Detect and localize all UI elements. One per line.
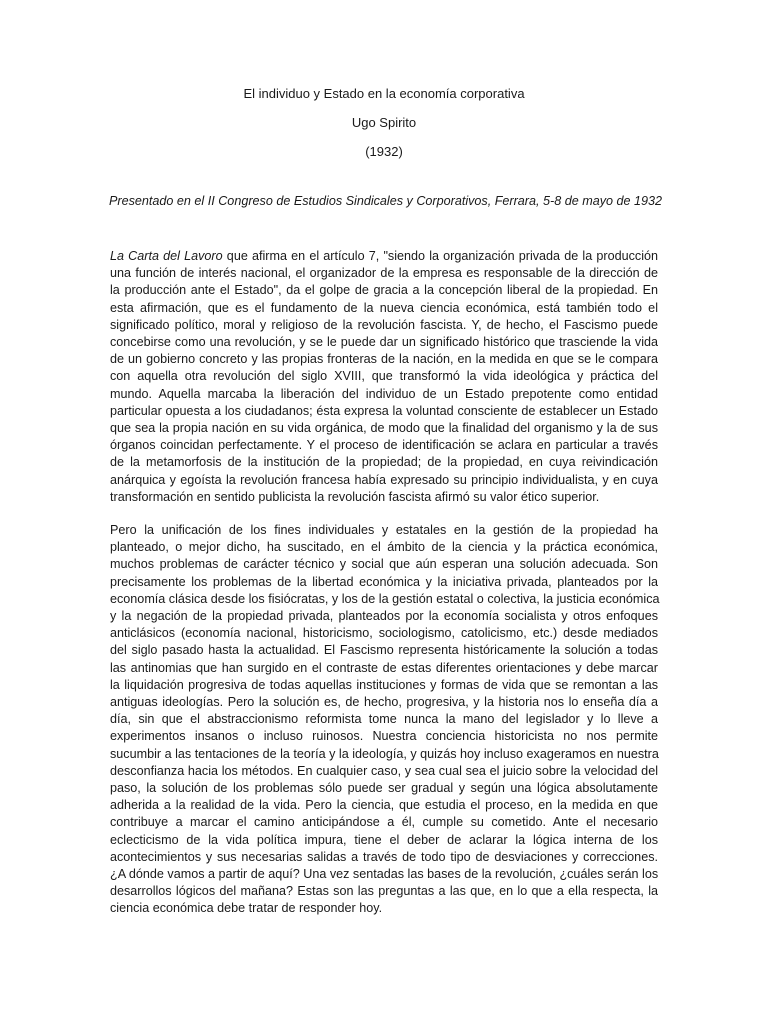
paragraph-2-line: desconfianza hacia los métodos. En cualquier caso, y sea cual sea el juicio sobre la velocidad del bbox=[110, 763, 658, 778]
paragraph-1-line: mundo. Aquella marcaba la liberación del individuo de un Estado prepotente como entidad bbox=[110, 386, 658, 401]
paragraph-1-line: de un gobierno concreto y las propias fronteras de la nación, en la medida en que se le compara bbox=[110, 352, 658, 367]
paragraph-1-line: particular opuesta a los ciudadanos; ésta expresa la voluntad consciente de establecer un Estado bbox=[110, 403, 658, 418]
document-year: (1932) bbox=[365, 144, 403, 159]
paragraph-2 bbox=[110, 522, 658, 918]
carta-del-lavoro-emphasis: La Carta del Lavoro bbox=[110, 249, 223, 263]
paragraph-2-line: sucumbir a las tentaciones de la teoría y la ideología, y quizás hoy incluso exageramos en nuestra bbox=[110, 746, 659, 761]
paragraph-2-line: acontecimientos y sus necesarias salidas a través de todo tipo de desviaciones y correcciones. bbox=[110, 849, 658, 864]
paragraph-1-line-text: que afirma en el artículo 7, "siendo la organización privada de la producción bbox=[222, 249, 658, 263]
paragraph-2-line: Pero la unificación de los fines individuales y estatales en la gestión de la propiedad ha bbox=[110, 523, 658, 537]
paragraph-1-line: transformación en sentido publicista la revolución fascista afirmó su valor ético superior. bbox=[110, 489, 600, 504]
paragraph-1-line: una función de interés nacional, el organizador de la empresa es responsable de la dirección de bbox=[110, 266, 658, 281]
paragraph-2-line: muchos problemas de carácter técnico y social que aún esperan una solución adecuada. Son bbox=[110, 557, 658, 572]
paragraph-2-line: experimentos insanos o incluso ruinosos. Nuestra conciencia historicista no nos permite bbox=[110, 729, 658, 744]
paragraph-2-line: paso, la solución de los problemas sólo puede ser gradual y según una lógica absolutamente bbox=[110, 781, 658, 796]
paragraph-1-line: anárquica y egoísta la revolución francesa había expresado su principio individualista, y en cuya bbox=[110, 472, 658, 487]
paragraph-1-line: esta afirmación, que es el fundamento de la nueva ciencia económica, está también todo el bbox=[110, 300, 658, 315]
document-subtitle: Presentado en el II Congreso de Estudios Sindicales y Corporativos, Ferrara, 5-8 de mayo de 1932 bbox=[109, 194, 663, 208]
paragraph-1-line: que sea la propia nación en su vida orgánica, de modo que la finalidad del organismo y la de sus bbox=[110, 421, 658, 436]
paragraph-2-line: las antinomias que han surgido en el contraste de estas diferentes orientaciones y debe marcar bbox=[110, 660, 658, 675]
paragraph-1-line: la producción ante el Estado", da el golpe de gracia a la concepción liberal de la propiedad. En bbox=[110, 283, 658, 298]
paragraph-1-line: de la metamorfosis de la institución de la propiedad; de la propiedad, en cuya reivindicación bbox=[110, 455, 658, 470]
paragraph-2-line: ciencia económica debe tratar de responder hoy. bbox=[110, 901, 383, 916]
paragraph-2-line: ¿A dónde vamos a partir de aquí? Una vez sentadas las bases de la revolución, ¿cuáles serán los bbox=[110, 867, 659, 882]
paragraph-2-line: desarrollos lógicos del mañana? Estas son las preguntas a las que, en lo que a ella respecta, la bbox=[110, 884, 658, 899]
paragraph-1-line: con aquella otra revolución del siglo XVIII, que transformó la vida ideológica y práctica del bbox=[110, 369, 658, 384]
paragraph-2-line: y la negación de la propiedad privada, planteados por la economía socialista y otros enfoques bbox=[110, 609, 658, 624]
paragraph-2-line: adherida a la realidad de la vida. Pero la ciencia, que estudia el proceso, en la medida en que bbox=[110, 798, 658, 813]
paragraph-2-line: contribuye a marcar el camino anticipándose a él, cumple su cometido. Ante el necesario bbox=[110, 815, 658, 830]
document-author: Ugo Spirito bbox=[351, 115, 417, 130]
paragraph-1-line bbox=[110, 248, 658, 265]
paragraph-2-line: eclecticismo de la vida política impura, tiene el deber de aclarar la lógica interna de los bbox=[110, 832, 658, 847]
paragraph-1-line: concebirse como una revolución, y se le puede dar un significado histórico que trasciende la vida bbox=[110, 335, 658, 350]
paragraph-2-line: economía clásica desde los fisiócratas, y los de la gestión estatal o colectiva, la justicia económica bbox=[110, 591, 660, 606]
paragraph-1-line: significado político, moral y religioso de la revolución fascista. Y, de hecho, el Fascismo puede bbox=[110, 317, 658, 332]
paragraph-2-line: antiguas ideologías. Pero la solución es, de hecho, progresiva, y la historia nos lo enseña día a bbox=[110, 695, 658, 710]
paragraph-2-line: día, sin que el abstraccionismo reformista tome nunca la mano del legislador y lo lleve a bbox=[110, 712, 658, 727]
paragraph-2-line: planteado, o mejor dicho, ha suscitado, en el ámbito de la ciencia y la práctica económica, bbox=[110, 540, 658, 555]
paragraph-2-line: la liquidación progresiva de todas aquellas instituciones y formas de vida que se remontan a las bbox=[110, 677, 658, 692]
paragraph-2-line: precisamente los problemas de la libertad económica y la iniciativa privada, planteados por la bbox=[110, 574, 658, 589]
paragraph-2-line: del siglo pasado hasta la actualidad. El Fascismo representa históricamente la solución a todas bbox=[110, 643, 658, 658]
paragraph-2-line: anticlásicos (economía nacional, historicismo, sociologismo, catolicismo, etc.) desde mediados bbox=[110, 626, 658, 641]
document-title: El individuo y Estado en la economía corporativa bbox=[243, 86, 525, 101]
paragraph-1 bbox=[110, 248, 658, 506]
paragraph-1-line: órganos coincidan perfectamente. Y el proceso de identificación se aclara en particular a través bbox=[110, 438, 658, 453]
